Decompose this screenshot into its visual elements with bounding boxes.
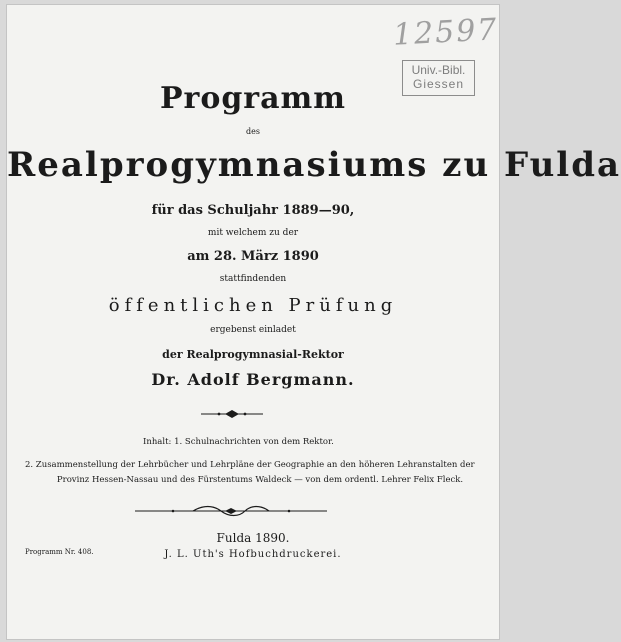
contents-item-2 [25,458,485,488]
title-page [6,4,621,640]
public-exam-heading: öffentlichen Prüfung [108,295,398,316]
printer-imprint: J. L. Uth's Hofbuchdruckerei. [164,549,342,560]
stamp-line-1: Univ.-Bibl. [411,63,466,77]
school-year: für das Schuljahr 1889—90, [151,203,355,218]
text-stattfindenden: stattfindenden [219,274,287,284]
contents-item-1: Inhalt: 1. Schulnachrichten von dem Rektor. [143,437,334,447]
heading-programm: Programm [159,81,347,116]
contents-item-2-line-2: Provinz Hessen-Nassau und des Fürstentums Waldeck — von dem ordentl. Lehrer Felix Fleck. [56,475,464,485]
rector-title: der Realprogymnasial-Rektor [162,348,344,361]
text-ergebenst: ergebenst einladet [210,325,296,335]
stamp-line-2: Giessen [412,77,465,91]
ornamental-divider [133,505,329,517]
exam-date: am 28. März 1890 [187,249,319,264]
contents-item-2-line-1: 2. Zusammenstellung der Lehrbücher und Lehrpläne der Geographie an den höheren Lehranstalten der [25,460,475,470]
rector-name: Dr. Adolf Bergmann. [151,370,355,389]
small-ornament-rule [199,409,265,419]
place-year: Fulda 1890. [216,531,290,545]
text-mit-welchem: mit welchem zu der [207,228,299,238]
text-des: des [246,127,260,136]
handwritten-shelf-number: 12597 [392,12,500,53]
program-number: Programm Nr. 408. [25,548,94,556]
school-name: Realprogymnasiums zu Fulda [7,145,621,185]
